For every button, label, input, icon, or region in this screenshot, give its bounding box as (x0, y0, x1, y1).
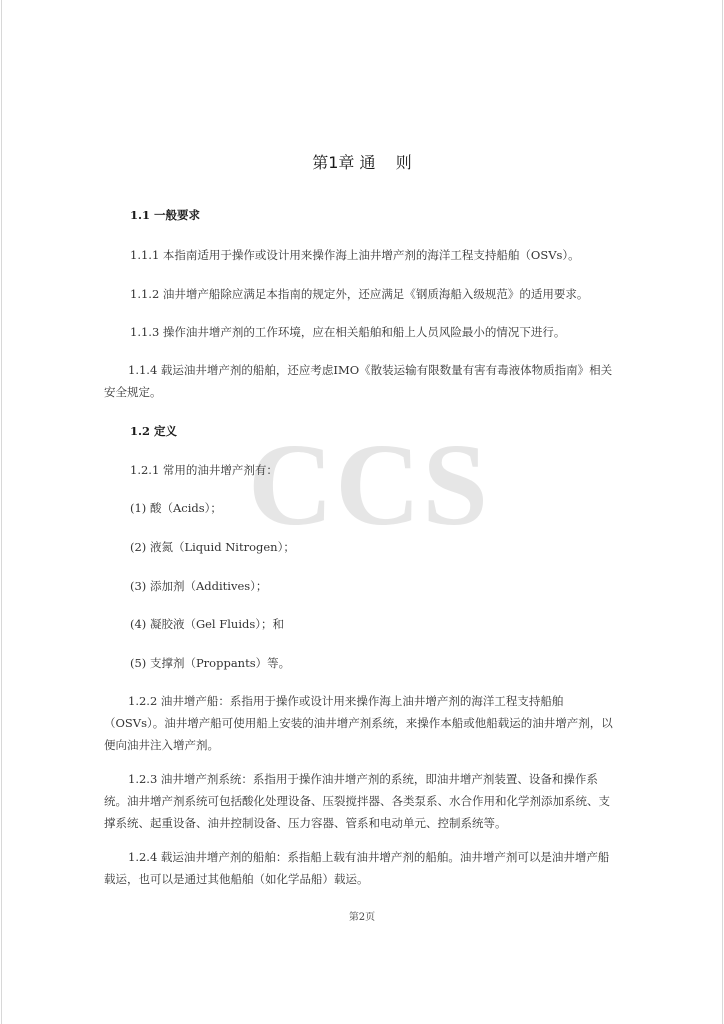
paragraph-1-2-2: 1.2.2 油井增产船：系指用于操作或设计用来操作海上油井增产剂的海洋工程支持船舶（OSVs）。油井增产船可使用船上安装的油井增产剂系统，来操作本船或他船载运的油井增产剂，以便向油井注入增产剂。 (104, 694, 613, 752)
list-item-acids: (1) 酸（Acids）； (130, 501, 222, 515)
section-heading-1-1: 1.1 一般要求 (130, 208, 201, 222)
paragraph-1-1-4: 1.1.4 载运油井增产剂的船舶，还应考虑IMO《散装运输有限数量有害有毒液体物质指南》相关安全规定。 (104, 363, 613, 399)
paragraph-1-2-1: 1.2.1 常用的油井增产剂有： (130, 463, 278, 477)
list-item-gel-fluids: (4) 凝胶液（Gel Fluids）；和 (130, 617, 285, 631)
list-item-liquid-nitrogen: (2) 液氮（Liquid Nitrogen）； (130, 540, 295, 554)
paragraph-1-2-3: 1.2.3 油井增产剂系统：系指用于操作油井增产剂的系统，即油井增产剂装置、设备和操作系统。油井增产剂系统可包括酸化处理设备、压裂搅拌器、各类泵系、水合作用和化学剂添加系统、支撑系统、起重设备、油井控制设备、压力容器、管系和电动单元、控制系统等。 (104, 772, 610, 830)
paragraph-1-1-1: 1.1.1 本指南适用于操作或设计用来操作海上油井增产剂的海洋工程支持船舶（OSVs）。 (130, 248, 580, 262)
paragraph-1-2-4: 1.2.4 载运油井增产剂的船舶：系指船上载有油井增产剂的船舶。油井增产剂可以是油井增产船载运，也可以是通过其他船舶（如化学品船）载运。 (104, 850, 610, 886)
paragraph-1-1-2: 1.1.2 油井增产船除应满足本指南的规定外，还应满足《钢质海船入级规范》的适用要求。 (130, 287, 589, 301)
section-heading-1-2: 1.2 定义 (130, 424, 178, 438)
ccs-watermark: CCS (248, 419, 491, 550)
chapter-title: 第1章 通 则 (312, 153, 412, 172)
list-item-additives: (3) 添加剂（Additives）； (130, 579, 268, 593)
page-number: 第2页 (348, 912, 376, 923)
paragraph-1-1-3: 1.1.3 操作油井增产剂的工作环境，应在相关船舶和船上人员风险最小的情况下进行。 (130, 325, 566, 339)
list-item-proppants: (5) 支撑剂（Proppants）等。 (130, 656, 291, 670)
